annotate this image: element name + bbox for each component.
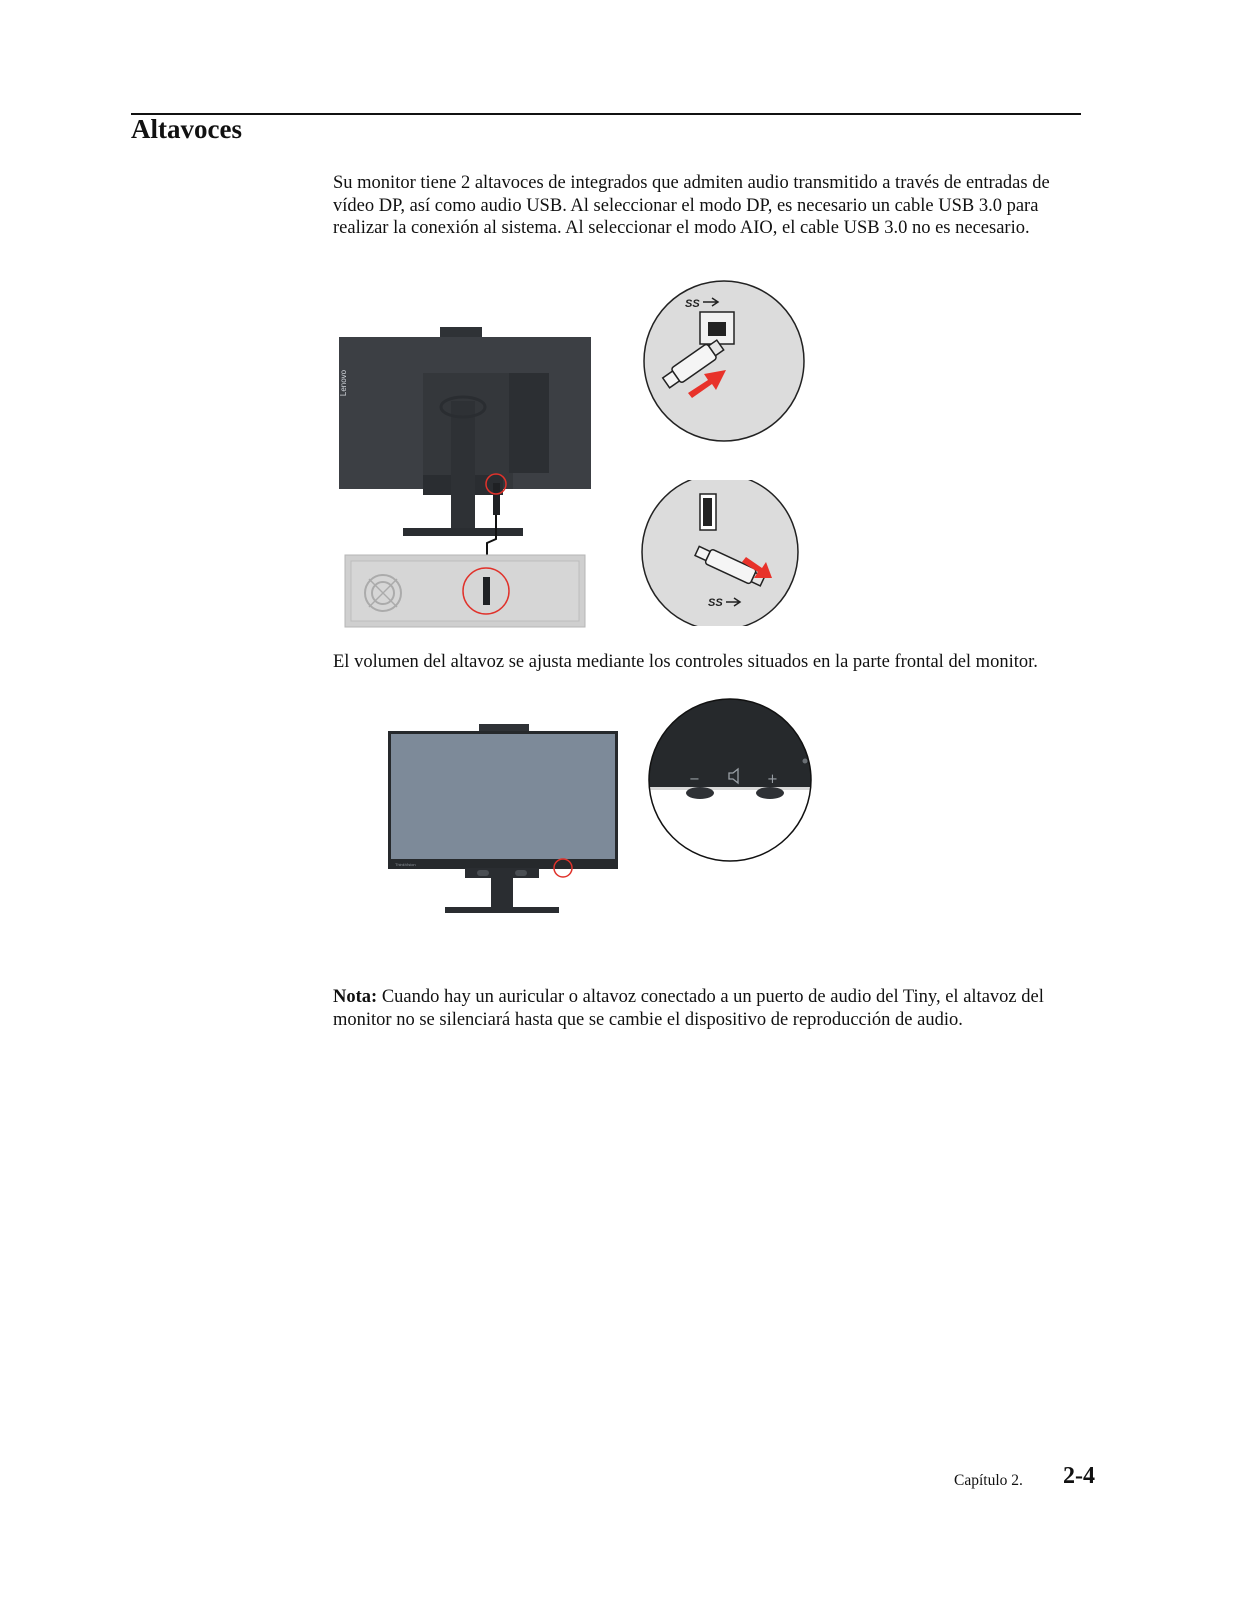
monitor-screen bbox=[391, 734, 615, 859]
volume-controls-figure bbox=[645, 695, 815, 865]
bezel-closeup bbox=[645, 695, 815, 790]
volume-down-button[interactable]: − bbox=[689, 772, 700, 787]
page-number: 2-4 bbox=[1063, 1463, 1095, 1489]
stand-neck bbox=[491, 878, 513, 908]
note-paragraph bbox=[333, 986, 1085, 1031]
usb-a-logo: SS bbox=[708, 597, 723, 609]
title-rule bbox=[131, 113, 1081, 115]
note-text: Cuando hay un auricular o altavoz conectado a un puerto de audio del Tiny, el altavoz del monitor no se silenciará hasta que se cambie el dispositivo de reproducción de audio. bbox=[333, 987, 1044, 1030]
usb-a-detail-figure bbox=[640, 480, 804, 626]
volume-paragraph: El volumen del altavoz se ajusta mediante los controles situados en la parte frontal del monitor. bbox=[333, 652, 1038, 672]
rear-brand-label: Lenovo bbox=[339, 369, 348, 397]
footer-chapter: Capítulo 2. bbox=[954, 1472, 1023, 1489]
note-label: Nota: bbox=[333, 987, 378, 1007]
usb-b-magnifier bbox=[644, 281, 804, 441]
monitor-front-figure bbox=[385, 722, 621, 917]
usb-b-logo: SS bbox=[685, 298, 700, 310]
intro-paragraph: Su monitor tiene 2 altavoces de integrados que admiten audio transmitido a través de entradas de vídeo DP, así como audio USB. Al seleccionar el modo DP, es necesario un cable USB 3.0 para realizar la conexión al sistema. Al seleccionar el modo AIO, el cable USB 3.0 no es necesario. bbox=[333, 173, 1050, 238]
volume-up-button[interactable]: + bbox=[767, 772, 778, 787]
stand-base bbox=[403, 528, 523, 536]
power-led-icon bbox=[803, 759, 808, 764]
stand-base bbox=[445, 907, 559, 913]
stand-neck bbox=[451, 401, 475, 531]
usb-b-detail-figure bbox=[640, 278, 808, 444]
front-brand-label: ThinkVision bbox=[395, 862, 416, 867]
section-title: Altavoces bbox=[131, 114, 242, 144]
monitor-rear-figure bbox=[335, 325, 593, 630]
